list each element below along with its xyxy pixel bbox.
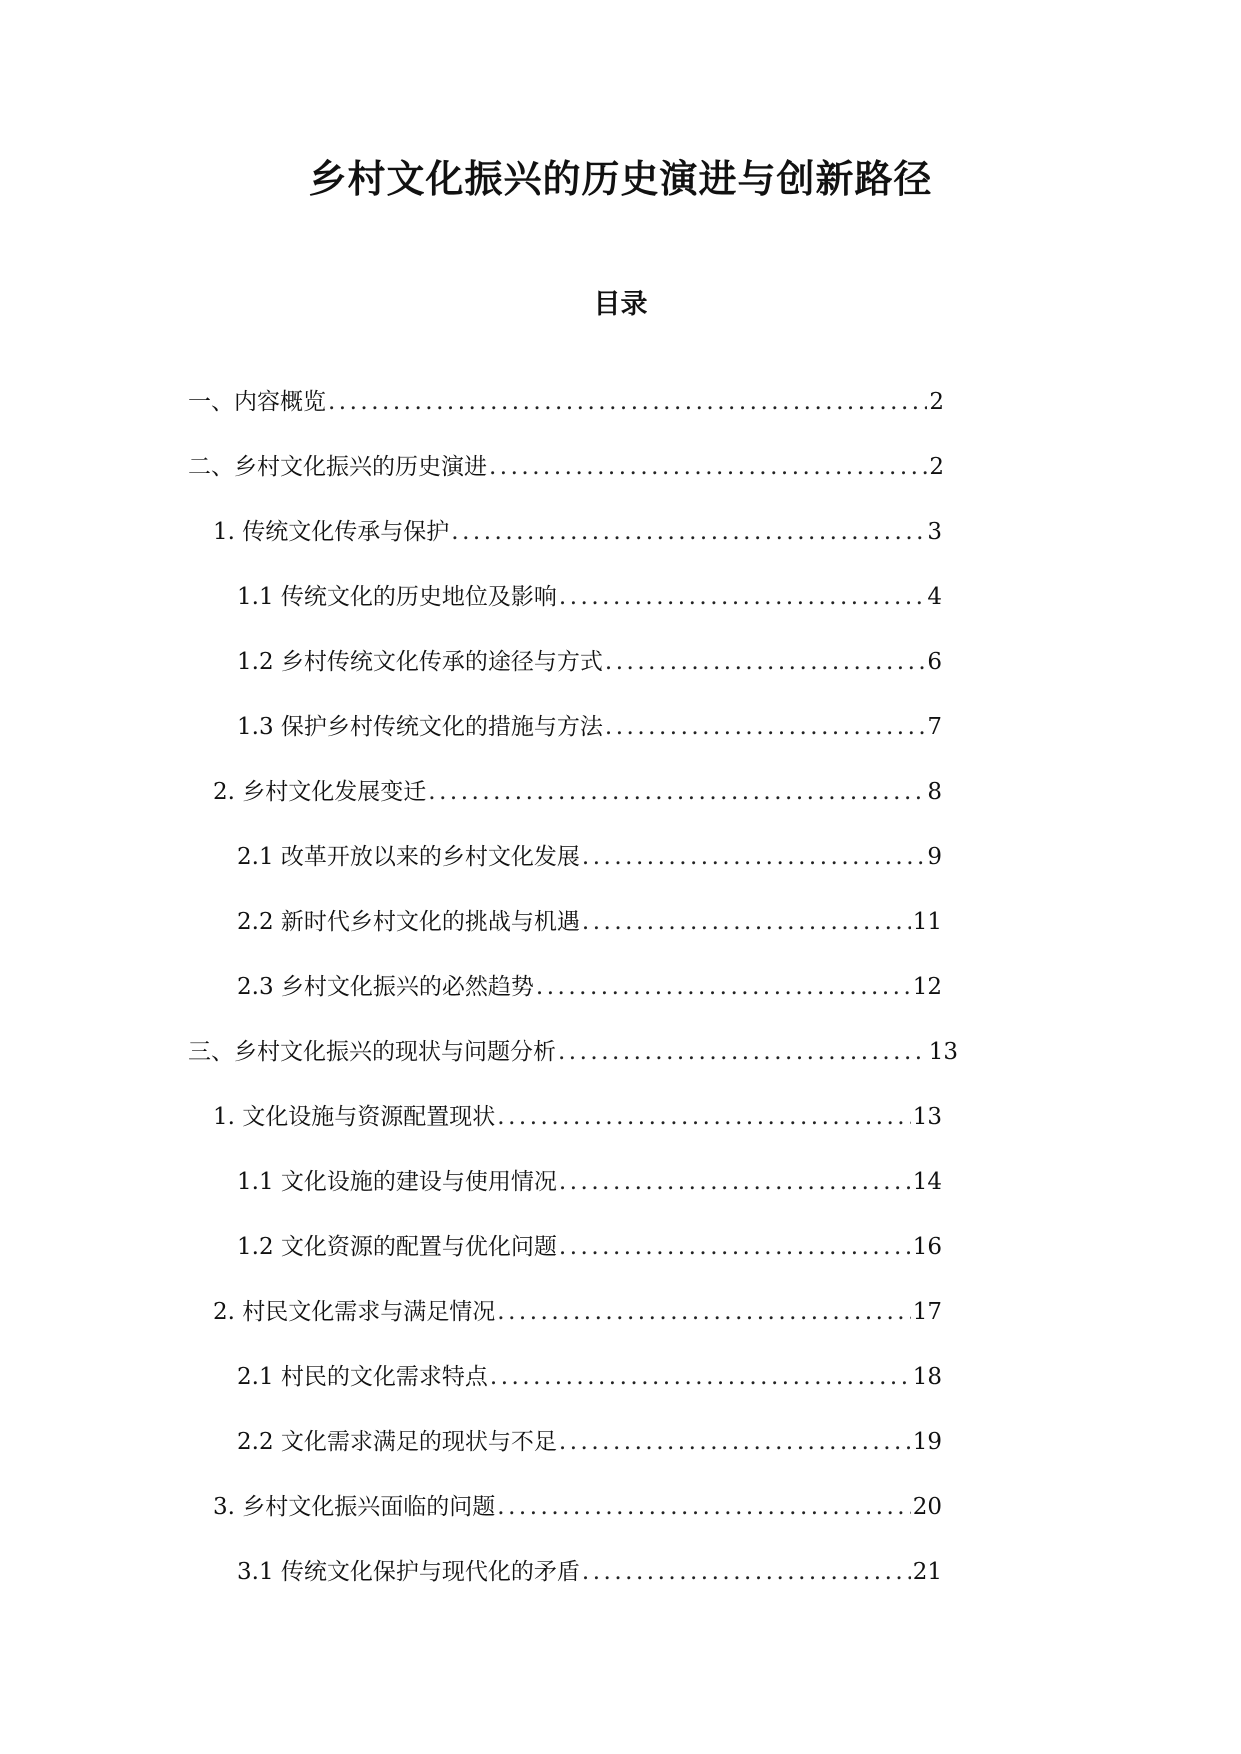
toc-entry[interactable] <box>237 646 942 678</box>
toc-leader <box>536 971 911 1003</box>
toc-entry[interactable] <box>188 451 944 483</box>
toc-entry-label: 2.2 新时代乡村文化的挑战与机遇 <box>237 909 580 935</box>
toc-entry-label: 1. 传统文化传承与保护 <box>213 519 450 545</box>
toc-entry[interactable] <box>237 1231 942 1263</box>
toc-entry[interactable] <box>237 971 942 1003</box>
toc-entry-label: 1. 文化设施与资源配置现状 <box>213 1104 496 1130</box>
toc-entry-label: 1.3 保护乡村传统文化的措施与方法 <box>237 714 603 740</box>
toc-entry-label: 2. 乡村文化发展变迁 <box>213 779 427 805</box>
toc-leader <box>451 516 925 548</box>
toc-entry[interactable] <box>237 581 942 613</box>
toc-entry[interactable] <box>188 386 944 418</box>
toc-entry-page: 13 <box>928 1039 958 1065</box>
toc-leader <box>559 1426 911 1458</box>
toc-entry[interactable] <box>237 1556 942 1588</box>
toc-entry[interactable] <box>188 1036 958 1068</box>
toc-leader <box>497 1101 910 1133</box>
toc-leader <box>559 1166 911 1198</box>
toc-entry-page: 11 <box>912 909 942 935</box>
toc-leader <box>559 1231 911 1263</box>
toc-entry[interactable] <box>213 1296 942 1328</box>
toc-entry-page: 2 <box>929 389 944 415</box>
toc-entry-label: 二、乡村文化振兴的历史演进 <box>188 454 487 480</box>
toc-entry[interactable] <box>213 1491 942 1523</box>
toc-entry-page: 21 <box>912 1559 942 1585</box>
toc-leader <box>428 776 925 808</box>
toc-entry-page: 3 <box>927 519 942 545</box>
toc-entry-page: 18 <box>912 1364 942 1390</box>
toc-leader <box>328 386 927 418</box>
toc-leader <box>497 1296 910 1328</box>
toc-leader <box>558 1036 927 1068</box>
document-title: 乡村文化振兴的历史演进与创新路径 <box>308 156 933 201</box>
toc-entry-page: 8 <box>927 779 942 805</box>
toc-leader <box>605 646 925 678</box>
toc-leader <box>559 581 925 613</box>
toc-leader <box>582 1556 911 1588</box>
toc-entry[interactable] <box>237 841 942 873</box>
toc-leader <box>605 711 925 743</box>
toc-entry-label: 1.2 乡村传统文化传承的途径与方式 <box>237 649 603 675</box>
toc-entry-label: 2.2 文化需求满足的现状与不足 <box>237 1429 557 1455</box>
toc-entry-label: 三、乡村文化振兴的现状与问题分析 <box>188 1039 556 1065</box>
toc-entry[interactable] <box>237 711 942 743</box>
toc-entry-page: 2 <box>929 454 944 480</box>
toc-entry-page: 19 <box>912 1429 942 1455</box>
toc-entry-label: 2.1 村民的文化需求特点 <box>237 1364 488 1390</box>
toc-entry-page: 14 <box>912 1169 942 1195</box>
toc-heading: 目录 <box>593 289 648 320</box>
toc-entry-page: 6 <box>927 649 942 675</box>
toc-entry-page: 20 <box>912 1494 942 1520</box>
toc-leader <box>582 906 911 938</box>
toc-entry[interactable] <box>237 1426 942 1458</box>
toc-entry[interactable] <box>213 776 942 808</box>
toc-entry-page: 16 <box>912 1234 942 1260</box>
toc-leader <box>490 1361 911 1393</box>
toc-entry-page: 9 <box>927 844 942 870</box>
toc-entry-label: 3.1 传统文化保护与现代化的矛盾 <box>237 1559 580 1585</box>
toc-leader <box>582 841 925 873</box>
toc-entry[interactable] <box>213 1101 942 1133</box>
toc-entry-page: 4 <box>927 584 942 610</box>
toc-entry-label: 1.2 文化资源的配置与优化问题 <box>237 1234 557 1260</box>
toc-entry[interactable] <box>237 1166 942 1198</box>
toc-leader <box>489 451 927 483</box>
toc-entry-page: 7 <box>927 714 942 740</box>
toc-entry-label: 一、内容概览 <box>188 389 326 415</box>
toc-entry[interactable] <box>213 516 942 548</box>
toc-entry-label: 1.1 传统文化的历史地位及影响 <box>237 584 557 610</box>
toc-entry[interactable] <box>237 1361 942 1393</box>
toc-entry-page: 12 <box>912 974 942 1000</box>
toc-leader <box>497 1491 910 1523</box>
toc-entry-page: 17 <box>912 1299 942 1325</box>
toc-entry-label: 2.1 改革开放以来的乡村文化发展 <box>237 844 580 870</box>
toc-entry-label: 2. 村民文化需求与满足情况 <box>213 1299 496 1325</box>
toc-entry-page: 13 <box>912 1104 942 1130</box>
toc-entry-label: 3. 乡村文化振兴面临的问题 <box>213 1494 496 1520</box>
toc-entry-label: 2.3 乡村文化振兴的必然趋势 <box>237 974 534 1000</box>
toc-entry[interactable] <box>237 906 942 938</box>
toc-entry-label: 1.1 文化设施的建设与使用情况 <box>237 1169 557 1195</box>
